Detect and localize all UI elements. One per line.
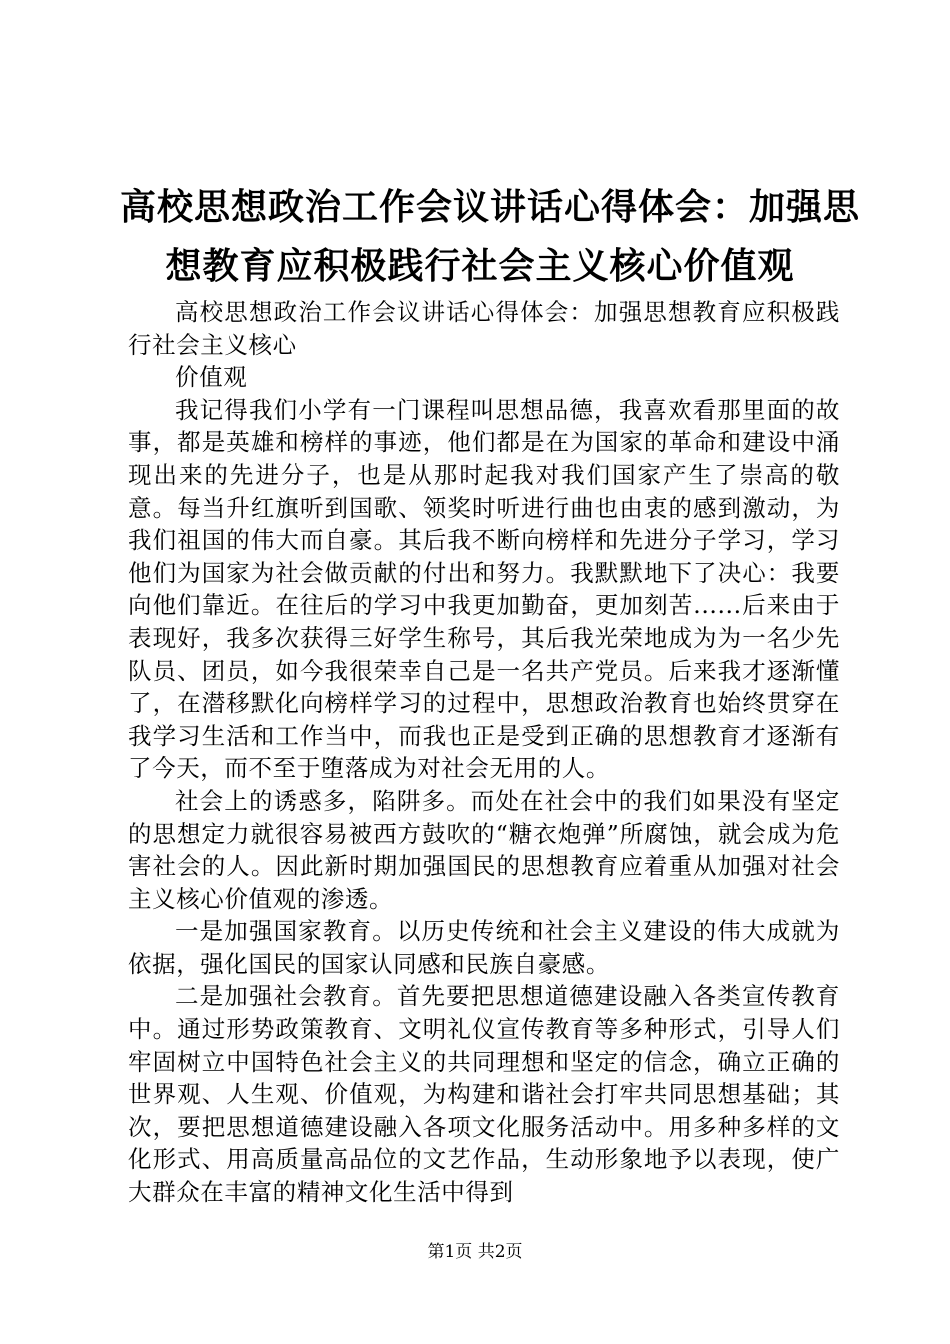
paragraph-subtitle-continued: 价值观 bbox=[175, 363, 248, 392]
title-line-1: 高校思想政治工作会议讲话心得体会：加强思 bbox=[120, 186, 861, 228]
paragraph-subtitle: 高校思想政治工作会议讲话心得体会：加强思想教育应积极践行社会主义核心 bbox=[128, 298, 840, 359]
paragraph-national-education: 一是加强国家教育。以历史传统和社会主义建设的伟大成就为依据，强化国民的国家认同感和民族自豪感。 bbox=[128, 917, 840, 978]
title-line-2: 想教育应积极践行社会主义核心价值观 bbox=[165, 245, 795, 287]
document-title bbox=[120, 178, 861, 296]
paragraph-temptation: 社会上的诱惑多，陷阱多。而处在社会中的我们如果没有坚定的思想定力就很容易被西方鼓吹的“糖衣炮弹”所腐蚀，就会成为危害社会的人。因此新时期加强国民的思想教育应着重从加强对社会主义核心价值观的渗透。 bbox=[128, 786, 840, 913]
document-body bbox=[128, 296, 840, 1209]
page-number-footer: 第1页 共2页 bbox=[427, 1242, 523, 1262]
paragraph-social-education: 二是加强社会教育。首先要把思想道德建设融入各类宣传教育中。通过形势政策教育、文明礼仪宣传教育等多种形式，引导人们牢固树立中国特色社会主义的共同理想和坚定的信念，确立正确的世界观、人生观、价值观，为构建和谐社会打牢共同思想基础；其次，要把思想道德建设融入各项文化服务活动中。用多种多样的文化形式、用高质量高品位的文艺作品，生动形象地予以表现，使广大群众在丰富的精神文化生活中得到 bbox=[128, 982, 840, 1207]
paragraph-memory: 我记得我们小学有一门课程叫思想品德，我喜欢看那里面的故事，都是英雄和榜样的事迹，他们都是在为国家的革命和建设中涌现出来的先进分子，也是从那时起我对我们国家产生了崇高的敬意。每当升红旗听到国歌、领奖时听进行曲也由衷的感到激动，为我们祖国的伟大而自豪。其后我不断向榜样和先进分子学习，学习他们为国家为社会做贡献的付出和努力。我默默地下了决心：我要向他们靠近。在往后的学习中我更加勤奋，更加刻苦......后来由于表现好，我多次获得三好学生称号，其后我光荣地成为为一名少先队员、团员，如今我很荣幸自己是一名共产党员。后来我才逐渐懂了，在潜移默化向榜样学习的过程中，思想政治教育也始终贯穿在我学习生活和工作当中，而我也正是受到正确的思想教育才逐渐有了今天，而不至于堕落成为对社会无用的人。 bbox=[128, 395, 840, 783]
